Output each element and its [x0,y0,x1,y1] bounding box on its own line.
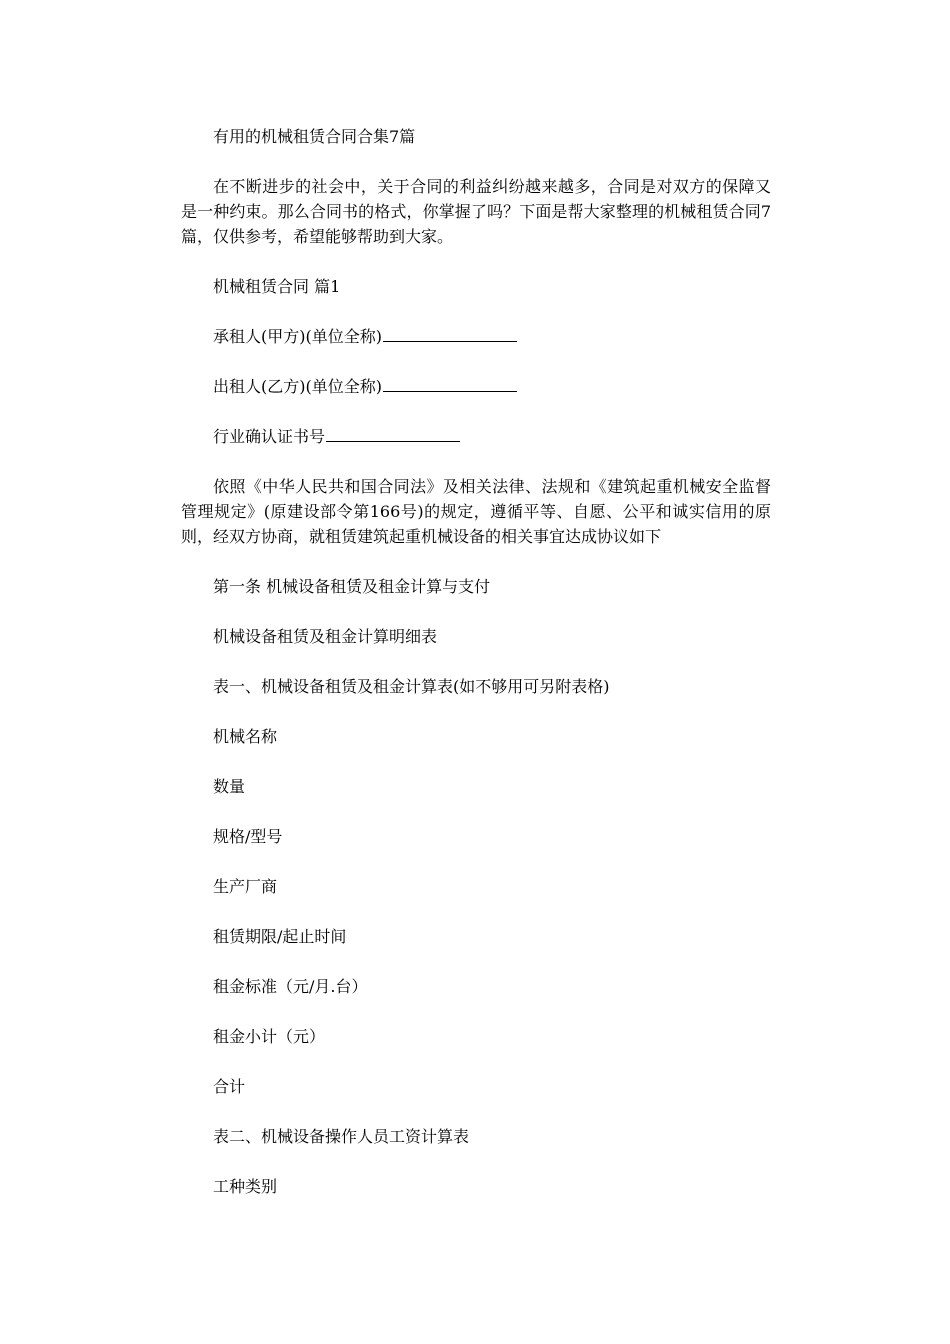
lessor-label: 出租人(乙方)(单位全称) [213,377,382,396]
document-page [181,124,771,1224]
table-1-field: 机械名称 [213,727,278,746]
table-1-field: 租金小计（元） [213,1027,326,1046]
table-1-field: 合计 [213,1077,246,1096]
table-2-title: 表二、机械设备操作人员工资计算表 [213,1127,470,1146]
table-1-field: 租赁期限/起止时间 [213,927,347,946]
certificate-label: 行业确认证书号 [213,427,326,446]
lessee-line [181,324,771,349]
lessor-blank [383,377,517,392]
certificate-line [181,424,771,449]
table-1-title: 表一、机械设备租赁及租金计算表(如不够用可另附表格) [213,677,610,696]
detail-table-title: 机械设备租赁及租金计算明细表 [213,627,438,646]
table-1-field: 规格/型号 [213,827,283,846]
table-1-field: 数量 [213,777,246,796]
lessor-line [181,374,771,399]
lessee-label: 承租人(甲方)(单位全称) [213,327,382,346]
table-1-field: 生产厂商 [213,877,278,896]
table-1-field: 租金标准（元/月.台） [213,977,368,996]
document-title: 有用的机械租赁合同合集7篇 [213,127,416,146]
basis-paragraph: 依照《中华人民共和国合同法》及相关法律、法规和《建筑起重机械安全监督管理规定》(原建设部令第166号)的规定，遵循平等、自愿、公平和诚实信用的原则，经双方协商，就租赁建筑起重机械设备的相关事宜达成协议如下 [181,477,771,546]
table-2-field: 工种类别 [213,1177,278,1196]
certificate-blank [326,427,460,442]
intro-paragraph: 在不断进步的社会中，关于合同的利益纠纷越来越多，合同是对双方的保障又是一种约束。那么合同书的格式，你掌握了吗？下面是帮大家整理的机械租赁合同7篇，仅供参考，希望能够帮助到大家。 [181,177,771,246]
article-1-title: 第一条 机械设备租赁及租金计算与支付 [213,577,491,596]
section-title: 机械租赁合同 篇1 [213,277,341,296]
lessee-blank [383,327,517,342]
